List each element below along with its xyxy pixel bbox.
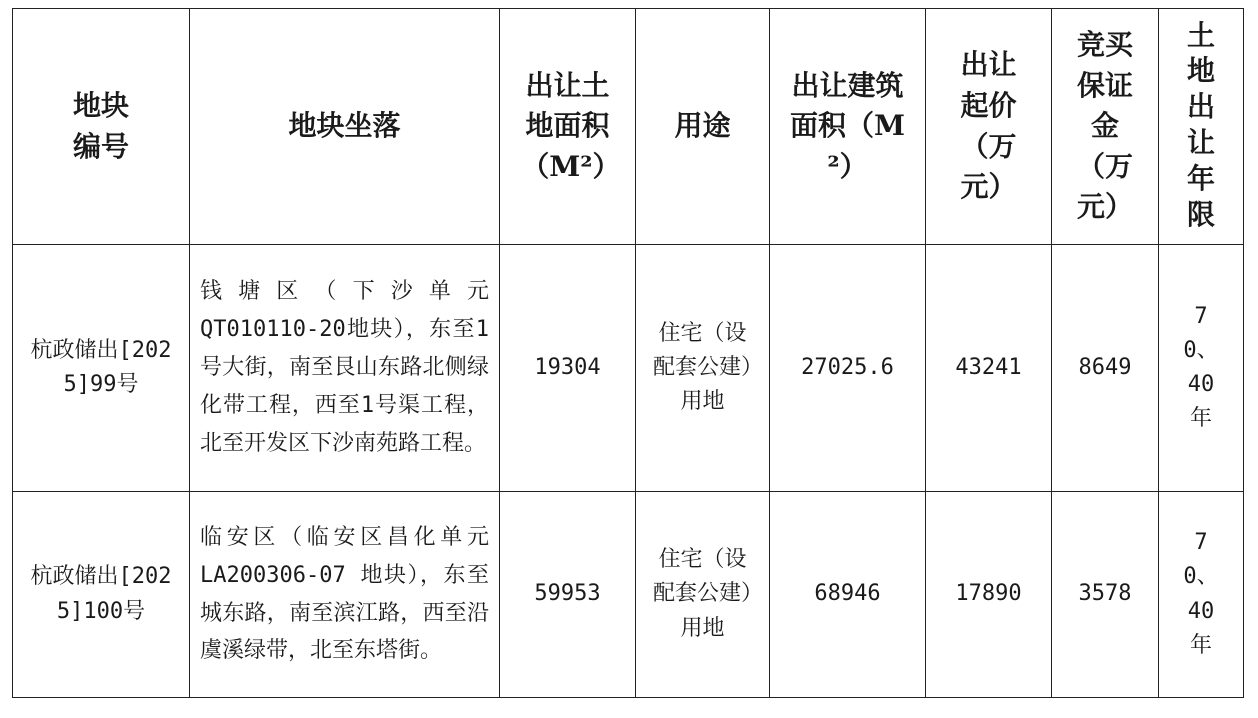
header-use: 用途	[636, 9, 770, 245]
cell-deposit: 3578	[1052, 492, 1159, 698]
header-plot-id: 地块编号	[13, 9, 190, 245]
table-row	[13, 492, 1244, 698]
cell-land-area: 59953	[500, 492, 636, 698]
cell-use: 住宅（设配套公建）用地	[636, 245, 770, 492]
cell-plot-id: 杭政储出[2025]100号	[13, 492, 190, 698]
cell-location: 钱塘区（下沙单元QT010110-20地块），东至1号大街，南至艮山东路北侧绿化带工程，西至1号渠工程，北至开发区下沙南苑路工程。	[190, 245, 500, 492]
cell-building-area: 68946	[770, 492, 926, 698]
cell-term: 70、40年	[1159, 245, 1244, 492]
header-start-price: 出让起价（万元）	[926, 9, 1052, 245]
cell-use: 住宅（设配套公建）用地	[636, 492, 770, 698]
cell-plot-id: 杭政储出[2025]99号	[13, 245, 190, 492]
cell-start-price: 43241	[926, 245, 1052, 492]
cell-building-area: 27025.6	[770, 245, 926, 492]
header-row	[13, 9, 1244, 245]
header-term: 土地出让年限	[1159, 9, 1244, 245]
land-auction-table	[12, 8, 1244, 698]
cell-deposit: 8649	[1052, 245, 1159, 492]
cell-start-price: 17890	[926, 492, 1052, 698]
header-location: 地块坐落	[190, 9, 500, 245]
table-row	[13, 245, 1244, 492]
cell-term: 70、40年	[1159, 492, 1244, 698]
header-deposit: 竞买保证金（万元）	[1052, 9, 1159, 245]
header-land-area: 出让土地面积（M²）	[500, 9, 636, 245]
cell-location: 临安区（临安区昌化单元LA200306-07 地块），东至城东路，南至滨江路，西至沿虞溪绿带，北至东塔街。	[190, 492, 500, 698]
cell-land-area: 19304	[500, 245, 636, 492]
land-auction-table-container	[12, 8, 1244, 698]
header-building-area: 出让建筑面积（M²）	[770, 9, 926, 245]
